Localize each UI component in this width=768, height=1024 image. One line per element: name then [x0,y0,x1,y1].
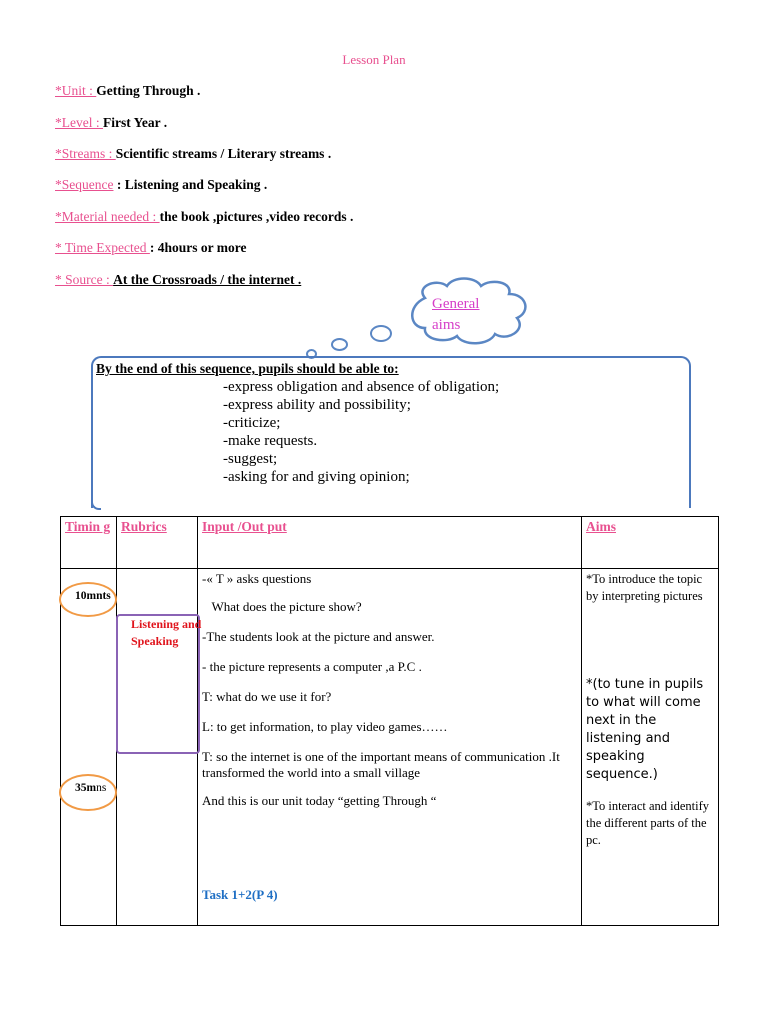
info-material [55,209,353,225]
info-value: At the Crossroads / the internet . [113,272,302,287]
table-header-row [61,517,719,569]
aim-note: *To introduce the topic by interpreting pictures [586,572,703,603]
io-line: -« T » asks questions [202,571,312,586]
aim-note: *To interact and identify the different parts of the pc. [586,799,710,847]
info-value: 4hours or more [157,240,247,255]
task-label: Task 1+2(P 4) [202,887,278,902]
aims-item: -suggest; [223,451,278,467]
timing-1: 10mnts [75,590,111,602]
cloud-line1: General [432,296,480,312]
io-line: -The students look at the picture and answer. [202,629,435,644]
page-title: Lesson Plan [342,52,406,67]
timing-cell [61,569,117,926]
aims-item: -make requests. [223,433,318,449]
cloud-line2: aims [432,317,461,333]
io-line: - the picture represents a computer ,a P.C . [202,659,422,674]
aims-heading: By the end of this sequence, pupils should be able to: [96,361,399,376]
header-io: Input /Out put [198,517,582,569]
header-rubrics: Rubrics [117,517,198,569]
io-cell [198,569,582,926]
info-level [55,115,167,131]
cloud-label [432,294,479,336]
aims-item: -express ability and possibility; [223,397,411,413]
aims-item: -criticize; [223,415,281,431]
info-sep: : [149,240,158,255]
io-line: T: so the internet is one of the important means of communication .It transformed the world into a small village [202,749,560,780]
header-aims: Aims [582,517,719,569]
info-label: *Level : [55,115,103,130]
aims-frame-corner [91,470,101,510]
info-unit [55,83,200,99]
timing-2 [75,782,106,794]
info-streams [55,146,331,162]
info-sep: : [113,177,125,192]
timing-2-rest: ns [96,782,107,794]
io-line: T: what do we use it for? [202,689,332,704]
aims-item: -asking for and giving opinion; [223,469,410,485]
info-label: *Sequence [55,177,114,192]
io-line: And this is our unit today “getting Through “ [202,793,437,808]
info-value: the book ,pictures ,video records . [159,209,354,224]
thought-bubble-icon [331,338,348,351]
aims-item: -express obligation and absence of obligation; [223,379,500,395]
info-label: *Material needed : [55,209,160,224]
info-label: *Streams : [55,146,116,161]
info-sequence [55,177,267,193]
thought-bubble-icon [370,325,392,342]
info-label: * Time Expected [55,240,150,255]
aims-cell [582,569,719,926]
info-label: * Source : [55,272,114,287]
info-time [55,240,247,256]
aim-note: *(to tune in pupils to what will come next in the listening and speaking sequence.) [586,677,704,782]
rubric-label: Listening and Speaking [131,617,202,648]
info-value: First Year . [102,115,168,130]
io-line: What does the picture show? [202,599,362,614]
info-value: Scientific streams / Literary streams . [115,146,332,161]
aims-list [223,378,499,486]
info-value: Listening and Speaking . [124,177,268,192]
info-source [55,272,301,288]
info-value: Getting Through . [96,83,201,98]
header-timing: Timin g [61,517,117,569]
timing-2-bold: 35m [75,782,97,794]
io-line: L: to get information, to play video games…… [202,719,448,734]
info-label: *Unit : [55,83,97,98]
